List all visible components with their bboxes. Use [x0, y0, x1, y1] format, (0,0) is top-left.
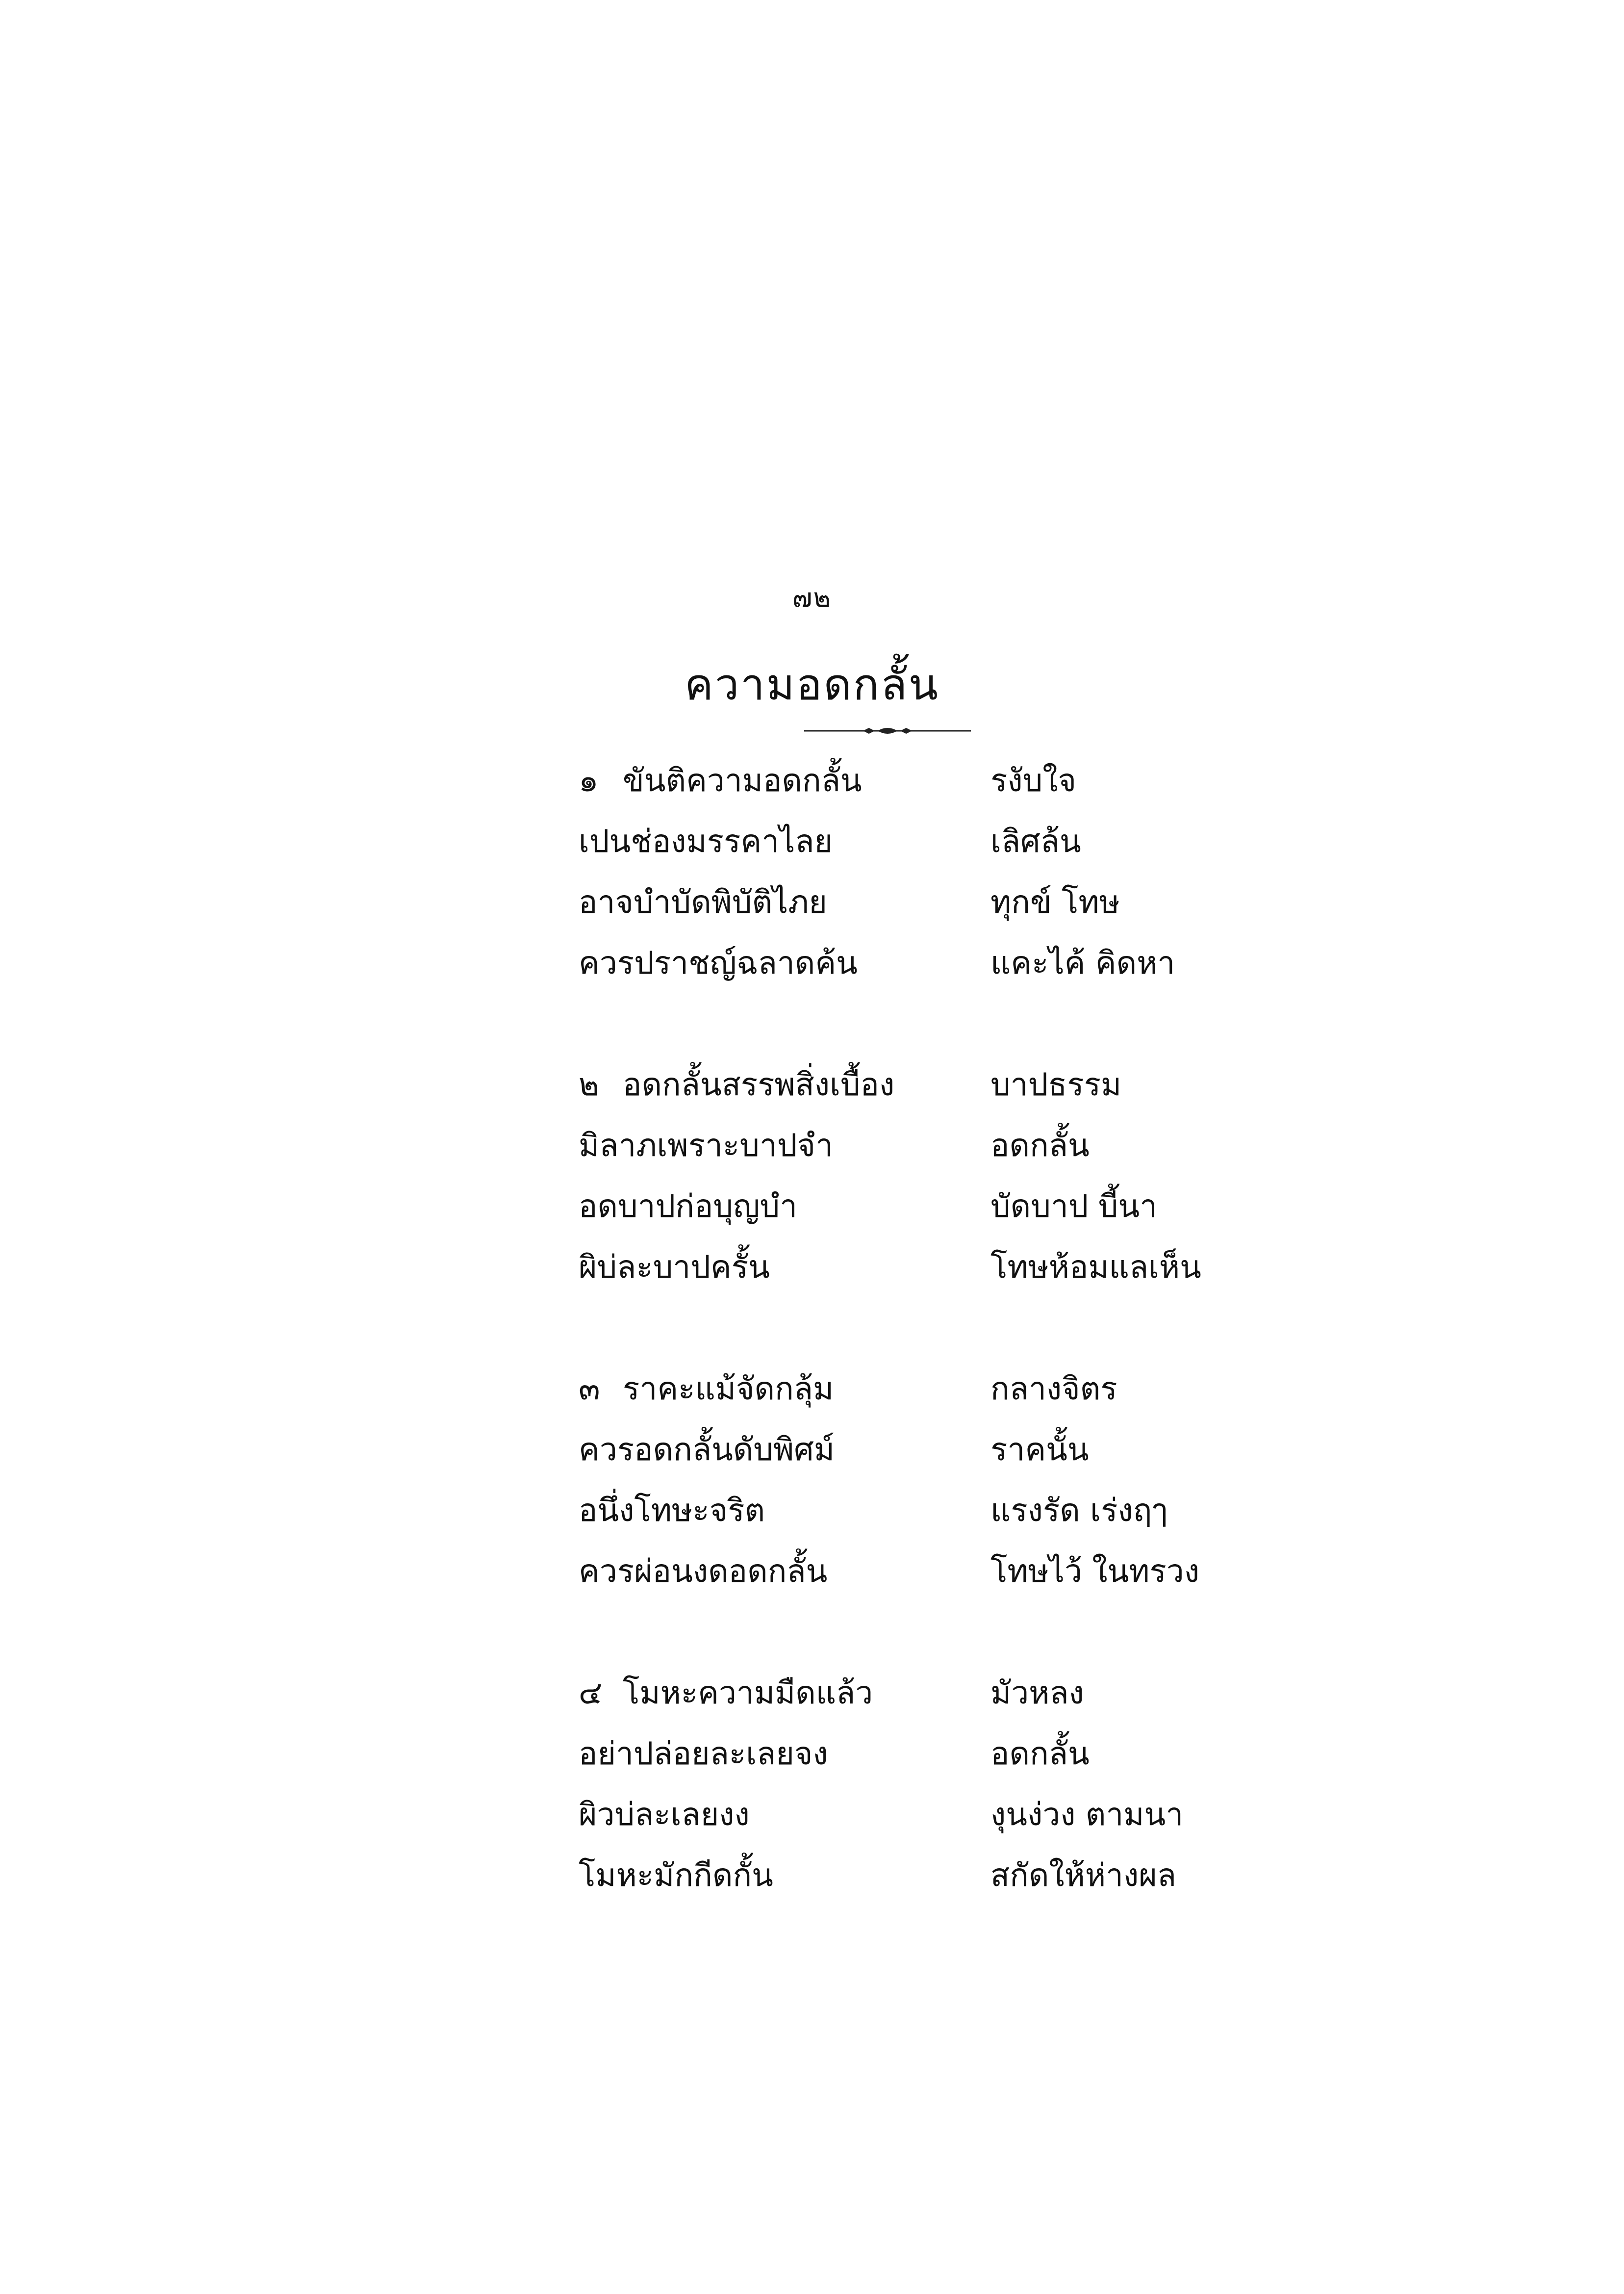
- hemistich-second: อดกลั้น: [990, 1736, 1090, 1772]
- stanza-number: ๓: [579, 1371, 600, 1407]
- stanza-line: [579, 1663, 1314, 1724]
- stanza-line: [579, 933, 1314, 994]
- hemistich-first: ควรปราชญ์ฉลาดค้น: [579, 945, 858, 981]
- hemistich-first: ผิบ่ละบาปครั้น: [579, 1249, 770, 1286]
- hemistich-first: อาจบำบัดพิบัติไภย: [579, 884, 827, 921]
- page-title: ความอดกลั้น: [684, 659, 940, 710]
- stanza-3: [579, 1359, 1314, 1602]
- hemistich-second: โทษห้อมแลเห็น: [990, 1249, 1201, 1286]
- hemistich-second: โทษไว้ ในทรวง: [990, 1553, 1199, 1590]
- hemistich-second: บาปธรรม: [990, 1067, 1122, 1103]
- hemistich-second: ทุกข์ โทษ: [990, 884, 1120, 921]
- stanza-4: [579, 1663, 1314, 1906]
- stanza-line: [579, 1480, 1314, 1541]
- hemistich-first: เปนช่องมรรคาไลย: [579, 824, 833, 860]
- hemistich-second: สกัดให้ห่างผล: [990, 1857, 1176, 1894]
- hemistich-first: อนึ่งโทษะจริต: [579, 1493, 765, 1529]
- stanza-line: [579, 1237, 1314, 1298]
- stanza-line: [579, 1724, 1314, 1784]
- stanza-line: [579, 1784, 1314, 1845]
- stanza-line: [579, 750, 1314, 811]
- hemistich-first: โมหะมักกีดกั้น: [579, 1857, 773, 1894]
- hemistich-first: อดกลั้นสรรพสิ่งเบื้อง: [623, 1067, 895, 1103]
- hemistich-second: อดกลั้น: [990, 1128, 1090, 1164]
- stanza-line: [579, 1176, 1314, 1237]
- stanza-line: [579, 1359, 1314, 1419]
- stanza-line: [579, 1541, 1314, 1602]
- hemistich-first: อย่าปล่อยละเลยจง: [579, 1736, 828, 1772]
- hemistich-second: ราคนั้น: [990, 1432, 1089, 1468]
- hemistich-first: ผิวบ่ละเลยงง: [579, 1797, 750, 1833]
- stanza-number: ๒: [579, 1067, 600, 1103]
- stanza-number: ๑: [579, 763, 599, 799]
- stanza-line: [579, 1845, 1314, 1906]
- stanza-line: [579, 1419, 1314, 1480]
- hemistich-second: บัดบาป บี้นา: [990, 1188, 1158, 1225]
- stanza-line: [579, 811, 1314, 872]
- hemistich-second: กลางจิตร: [990, 1371, 1117, 1407]
- stanza-number: ๔: [579, 1675, 603, 1711]
- stanza-2: [579, 1055, 1314, 1298]
- stanza-line: [579, 1115, 1314, 1176]
- hemistich-second: แรงรัด เร่งฤๅ: [990, 1493, 1167, 1529]
- hemistich-first: ควรผ่อนงดอดกลั้น: [579, 1553, 828, 1590]
- hemistich-first: ควรอดกลั้นดับพิศม์: [579, 1432, 835, 1468]
- hemistich-first: ราคะแม้จัดกลุ้ม: [623, 1371, 834, 1407]
- hemistich-second: เลิศล้น: [990, 824, 1081, 860]
- hemistich-second: งุนง่วง ตามนา: [990, 1797, 1184, 1833]
- hemistich-second: แคะไค้ คิดหา: [990, 945, 1175, 981]
- hemistich-first: มิลาภเพราะบาปจำ: [579, 1128, 833, 1164]
- stanza-line: [579, 872, 1314, 933]
- hemistich-first: อดบาปก่อบุญบำ: [579, 1188, 798, 1225]
- title-ornament-divider: [804, 723, 971, 738]
- page-number: ๗๒: [792, 582, 832, 613]
- hemistich-second: มัวหลง: [990, 1675, 1084, 1711]
- stanza-line: [579, 1055, 1314, 1115]
- hemistich-second: รงับใจ: [990, 763, 1076, 799]
- hemistich-first: ขันติความอดกลั้น: [623, 763, 862, 799]
- stanza-1: [579, 750, 1314, 994]
- hemistich-first: โมหะความมืดแล้ว: [623, 1675, 873, 1711]
